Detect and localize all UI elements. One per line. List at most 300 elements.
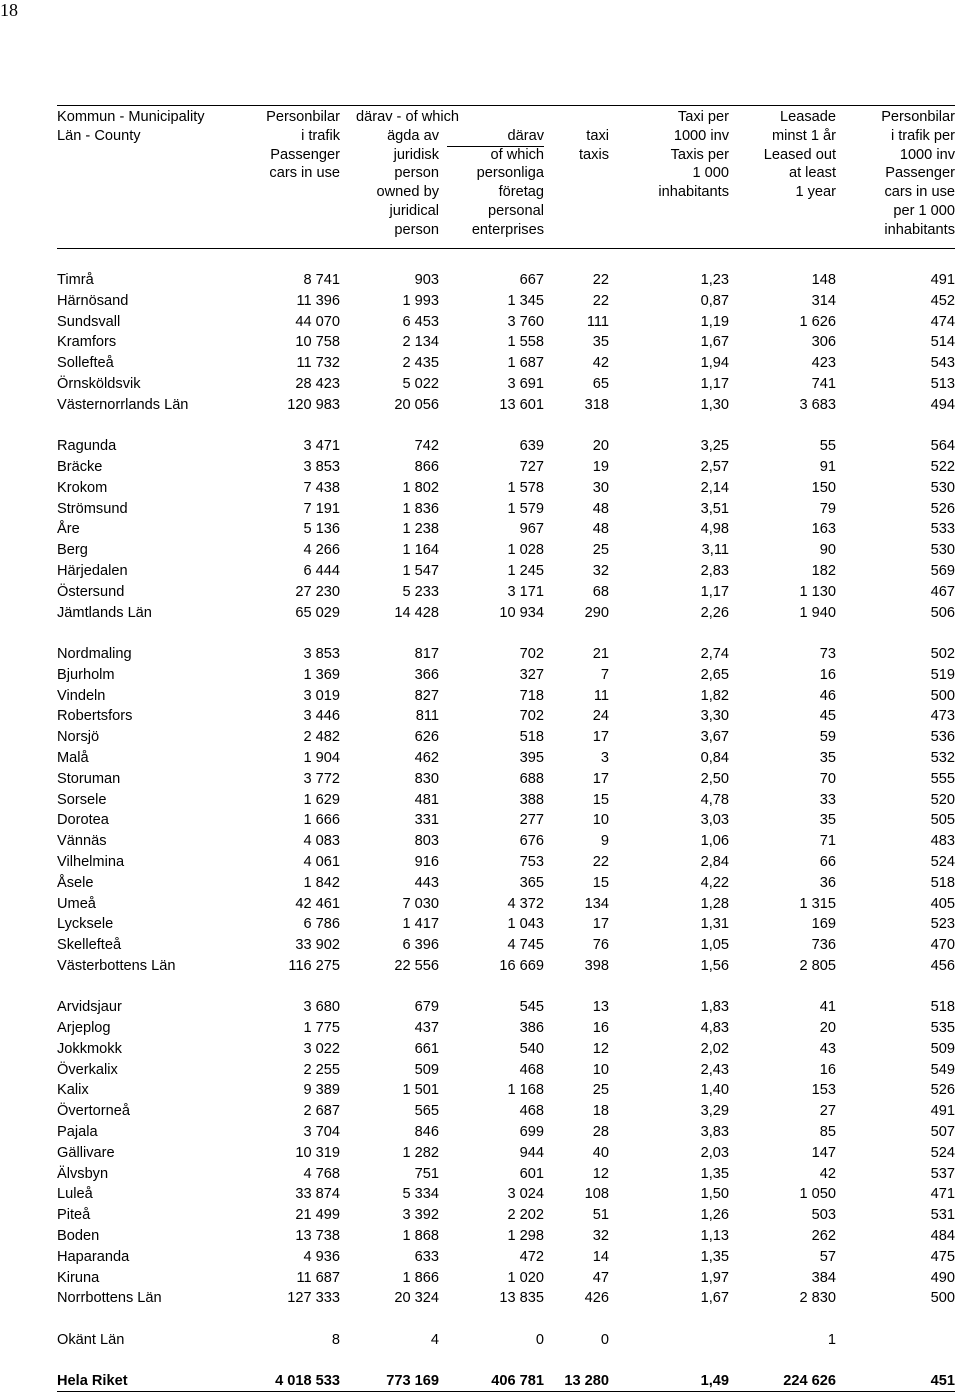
leased-cell: 224 626 [783, 1373, 836, 1390]
juridical-owned-cell: 817 [414, 645, 439, 662]
juridical-owned-cell: 14 428 [394, 604, 439, 621]
personal-enterprises-cell: 702 [519, 708, 544, 725]
taxi-per-1000-cell: 1,83 [700, 999, 729, 1016]
taxi-cell: 0 [600, 1331, 609, 1348]
taxi-cell: 20 [592, 438, 609, 455]
taxi-per-1000-cell: 3,30 [700, 708, 729, 725]
cars-in-use-cell: 4 936 [303, 1248, 340, 1265]
taxi-cell: 17 [592, 729, 609, 746]
cars-in-use-header: cars in use [269, 165, 340, 182]
cars-in-use-cell: 44 070 [295, 313, 340, 330]
juridical-owned-cell: 827 [414, 687, 439, 704]
leased-cell: 35 [819, 749, 836, 766]
table-row [57, 790, 955, 811]
cars-in-use-cell: 33 874 [295, 1186, 340, 1203]
taxi-per-1000-cell: 2,03 [700, 1144, 729, 1161]
taxi-per-1000-cell: 1,67 [700, 1290, 729, 1307]
juridical-owned-cell: 5 022 [402, 375, 439, 392]
cars-in-use-cell: 7 191 [303, 500, 340, 517]
personal-enterprises-cell: 468 [519, 1061, 544, 1078]
juridical-owned-cell: 1 282 [402, 1144, 439, 1161]
taxi-per-1000-cell: 1,19 [700, 313, 729, 330]
juridical-owned-header: juridisk [393, 146, 439, 163]
cars-in-use-cell: 5 136 [303, 521, 340, 538]
cars-per-1000-cell: 530 [930, 479, 955, 496]
taxi-cell: 10 [592, 1061, 609, 1078]
taxi-cell: 65 [592, 375, 609, 392]
taxi-cell: 40 [592, 1144, 609, 1161]
cars-per-1000-cell: 473 [930, 708, 955, 725]
taxi-cell: 134 [584, 895, 609, 912]
taxi-per-1000-cell: 3,51 [700, 500, 729, 517]
personal-enterprises-cell: 699 [519, 1124, 544, 1141]
taxi-per-1000-cell: 2,02 [700, 1040, 729, 1057]
leased-cell: 16 [819, 1061, 836, 1078]
cars-per-1000-cell: 494 [930, 396, 955, 413]
personal-enterprises-cell: 4 372 [507, 895, 544, 912]
juridical-owned-cell: 1 802 [402, 479, 439, 496]
header-row [57, 146, 955, 165]
cars-in-use-cell: 11 687 [296, 1269, 340, 1286]
cars-per-1000-header: 1000 inv [899, 146, 956, 163]
cars-in-use-cell: 1 666 [303, 812, 340, 829]
cars-per-1000-cell: 502 [930, 645, 955, 662]
municipality-cell: Storuman [57, 770, 121, 787]
table-row [57, 582, 955, 603]
municipality-cell: Överkalix [57, 1061, 118, 1078]
leased-cell: 3 683 [799, 396, 836, 413]
table-row [57, 1205, 955, 1226]
cars-in-use-header [237, 221, 340, 240]
personal-enterprises-cell: 540 [519, 1040, 544, 1057]
taxi-cell: 3 [600, 749, 609, 766]
table-row [57, 665, 955, 686]
taxi-per-1000-header [609, 221, 729, 240]
leased-header: minst 1 år [771, 127, 837, 144]
table-row [57, 374, 955, 395]
juridical-owned-cell: 916 [414, 853, 439, 870]
table-row [57, 312, 955, 333]
juridical-owned-cell: 633 [414, 1248, 439, 1265]
cars-per-1000-cell: 564 [930, 438, 955, 455]
cars-per-1000-cell: 456 [930, 957, 955, 974]
group-spacer [57, 416, 955, 437]
leased-cell: 741 [811, 375, 836, 392]
leased-cell: 2 805 [799, 957, 836, 974]
table-row [57, 956, 955, 977]
municipality-cell: Kiruna [57, 1269, 100, 1286]
taxi-per-1000-cell: 1,28 [700, 895, 729, 912]
cars-per-1000-header: per 1 000 [893, 202, 956, 219]
municipality-cell: Sorsele [57, 791, 107, 808]
table-row [57, 706, 955, 727]
municipality-cell: Arjeplog [57, 1020, 111, 1037]
of-which-group-header: därav - of which [356, 109, 460, 125]
juridical-owned-cell: 1 868 [402, 1228, 439, 1245]
table-row [57, 1143, 955, 1164]
personal-enterprises-cell: 1 028 [507, 542, 544, 559]
juridical-owned-cell: 2 435 [402, 355, 439, 372]
juridical-owned-cell: 5 334 [402, 1186, 439, 1203]
cars-per-1000-cell: 451 [930, 1373, 955, 1390]
juridical-owned-header: person [394, 221, 439, 238]
municipality-header [57, 221, 237, 240]
personal-enterprises-cell: 1 168 [507, 1082, 544, 1099]
table-row [57, 1226, 955, 1247]
cars-in-use-cell: 42 461 [295, 895, 340, 912]
cars-per-1000-cell: 452 [930, 292, 955, 309]
personal-enterprises-cell: 639 [519, 438, 544, 455]
municipality-cell: Gällivare [57, 1144, 115, 1161]
leased-cell: 1 626 [799, 313, 836, 330]
municipality-cell: Norsjö [57, 729, 100, 746]
taxi-cell: 111 [586, 313, 609, 330]
taxi-cell: 290 [584, 604, 609, 621]
table-row [57, 935, 955, 956]
leased-cell: 27 [819, 1103, 836, 1120]
leased-header: at least [788, 165, 837, 182]
table-row [57, 561, 955, 582]
leased-cell: 736 [811, 937, 836, 954]
municipality-cell: Nordmaling [57, 645, 132, 662]
table-row [57, 686, 955, 707]
taxi-cell: 14 [592, 1248, 609, 1265]
juridical-owned-cell: 1 866 [402, 1269, 439, 1286]
juridical-owned-cell: 7 030 [402, 895, 439, 912]
table-row [57, 519, 955, 540]
municipality-cell: Härnösand [57, 292, 129, 309]
table-row [57, 603, 955, 624]
taxi-header: taxis [579, 146, 610, 163]
municipality-cell: Strömsund [57, 500, 128, 517]
cars-per-1000-cell: 513 [930, 375, 955, 392]
municipality-cell: Robertsfors [57, 708, 133, 725]
cars-per-1000-cell: 491 [930, 272, 955, 288]
taxi-cell: 17 [592, 916, 609, 933]
cars-per-1000-cell: 543 [930, 355, 955, 372]
juridical-owned-cell: 1 547 [402, 562, 439, 579]
juridical-owned-cell: 6 396 [402, 937, 439, 954]
cars-in-use-cell: 4 061 [303, 853, 340, 870]
leased-cell: 90 [819, 542, 836, 559]
leased-cell: 59 [819, 729, 836, 746]
cars-per-1000-cell: 520 [930, 791, 955, 808]
taxi-per-1000-cell: 2,83 [700, 562, 729, 579]
cars-per-1000-cell: 549 [930, 1061, 955, 1078]
municipality-cell: Hela Riket [57, 1373, 128, 1390]
personal-enterprises-cell: 1 020 [507, 1269, 544, 1286]
taxi-per-1000-cell: 3,83 [700, 1124, 729, 1141]
cars-per-1000-cell: 405 [930, 895, 955, 912]
cars-in-use-cell: 9 389 [303, 1082, 340, 1099]
leased-cell: 85 [819, 1124, 836, 1141]
leased-cell: 73 [819, 645, 836, 662]
municipality-cell: Malå [57, 749, 89, 766]
total-row [57, 1371, 955, 1392]
leased-cell: 306 [811, 334, 836, 351]
juridical-owned-cell: 4 [430, 1331, 439, 1348]
table-row [57, 1164, 955, 1185]
taxi-per-1000-cell: 2,26 [700, 604, 729, 621]
juridical-owned-cell: 2 134 [402, 334, 439, 351]
cars-in-use-cell: 10 319 [295, 1144, 340, 1161]
municipality-cell: Åsele [57, 874, 94, 891]
juridical-owned-cell: 1 417 [402, 916, 439, 933]
taxi-cell: 108 [584, 1186, 609, 1203]
cars-in-use-cell: 1 775 [303, 1020, 340, 1037]
municipality-cell: Berg [57, 542, 88, 559]
taxi-cell: 426 [584, 1290, 609, 1307]
juridical-owned-cell: 3 392 [402, 1207, 439, 1224]
juridical-owned-header: juridical [389, 202, 439, 219]
personal-enterprises-cell: 688 [519, 770, 544, 787]
personal-enterprises-cell: 13 601 [499, 396, 544, 413]
leased-cell: 91 [819, 458, 836, 475]
personal-enterprises-cell: 1 579 [507, 500, 544, 517]
table-row [57, 1039, 955, 1060]
juridical-owned-cell: 811 [415, 708, 439, 725]
taxi-cell: 11 [593, 687, 609, 704]
table-row [57, 540, 955, 561]
taxi-cell: 25 [592, 542, 609, 559]
taxi-cell: 47 [592, 1269, 609, 1286]
cars-in-use-cell: 6 786 [303, 916, 340, 933]
table-row [57, 291, 955, 312]
leased-header [729, 221, 836, 240]
header-row [57, 202, 955, 221]
cars-in-use-cell: 8 [331, 1331, 340, 1348]
table-row [57, 810, 955, 831]
taxi-per-1000-cell: 1,30 [700, 396, 729, 413]
taxi-cell: 51 [592, 1207, 609, 1224]
taxi-cell: 16 [592, 1020, 609, 1037]
cars-in-use-cell: 3 772 [303, 770, 340, 787]
leased-cell: 262 [811, 1228, 836, 1245]
cars-in-use-header: i trafik [301, 127, 340, 144]
taxi-header [544, 108, 609, 127]
municipality-cell: Timrå [57, 272, 94, 288]
taxi-per-1000-cell: 1,50 [700, 1186, 729, 1203]
cars-in-use-cell: 11 732 [296, 355, 340, 372]
cars-per-1000-cell: 491 [930, 1103, 955, 1120]
table-row [57, 1330, 955, 1351]
cars-per-1000-header: inhabitants [884, 221, 956, 238]
municipality-header [57, 164, 237, 183]
taxi-per-1000-cell: 1,82 [700, 687, 729, 704]
juridical-owned-header: owned by [376, 184, 439, 201]
group-spacer [57, 1351, 955, 1372]
taxi-per-1000-cell: 1,67 [700, 334, 729, 351]
taxi-header [544, 183, 609, 202]
table-row [57, 1122, 955, 1143]
leased-cell: 16 [819, 666, 836, 683]
leased-cell: 153 [811, 1082, 836, 1099]
leased-cell: 55 [819, 438, 836, 455]
cars-per-1000-cell: 509 [930, 1040, 955, 1057]
spacer-cell [57, 623, 955, 644]
leased-cell: 70 [819, 770, 836, 787]
juridical-owned-cell: 5 233 [402, 583, 439, 600]
taxi-per-1000-cell: 2,65 [700, 666, 729, 683]
taxi-per-1000-cell: 1,26 [700, 1207, 729, 1224]
taxi-cell: 13 280 [564, 1373, 609, 1390]
juridical-owned-cell: 1 238 [402, 521, 439, 538]
taxi-per-1000-cell: 2,57 [700, 458, 729, 475]
personal-enterprises-header: enterprises [471, 221, 545, 238]
cars-per-1000-cell: 526 [930, 1082, 955, 1099]
cars-per-1000-cell: 505 [930, 812, 955, 829]
group-spacer [57, 977, 955, 998]
taxi-per-1000-cell: 4,22 [700, 874, 729, 891]
cars-per-1000-header: cars in use [884, 184, 956, 201]
municipality-cell: Kalix [57, 1082, 89, 1099]
personal-enterprises-header: of which [490, 146, 545, 163]
personal-enterprises-cell: 277 [519, 812, 544, 829]
taxi-cell: 30 [592, 479, 609, 496]
table-row [57, 831, 955, 852]
cars-per-1000-cell: 555 [930, 770, 955, 787]
cars-in-use-cell: 3 853 [303, 645, 340, 662]
header-row [57, 221, 955, 240]
cars-in-use-cell: 1 842 [303, 874, 340, 891]
taxi-per-1000-cell: 1,35 [700, 1248, 729, 1265]
juridical-owned-cell: 1 501 [402, 1082, 439, 1099]
personal-enterprises-cell: 1 558 [507, 334, 544, 351]
taxi-per-1000-cell: 4,98 [700, 521, 729, 538]
leased-cell: 1 315 [799, 895, 836, 912]
taxi-per-1000-cell: 2,14 [700, 479, 729, 496]
taxi-cell: 25 [592, 1082, 609, 1099]
cars-in-use-cell: 1 369 [303, 666, 340, 683]
municipality-cell: Piteå [57, 1207, 91, 1224]
cars-per-1000-cell: 537 [930, 1165, 955, 1182]
cars-per-1000-cell: 500 [930, 1290, 955, 1307]
municipality-cell: Ragunda [57, 438, 117, 455]
taxi-per-1000-cell: 1,06 [700, 833, 729, 850]
table-row [57, 1247, 955, 1268]
leased-cell: 36 [819, 874, 836, 891]
table-row [57, 1060, 955, 1081]
table-row [57, 1101, 955, 1122]
personal-enterprises-cell: 2 202 [507, 1207, 544, 1224]
personal-enterprises-header: därav [507, 127, 545, 144]
cars-in-use-cell: 7 438 [303, 479, 340, 496]
taxi-per-1000-header: Taxi per [677, 109, 730, 125]
cars-per-1000-header: Personbilar [881, 109, 956, 125]
leased-cell: 503 [811, 1207, 836, 1224]
personal-enterprises-cell: 3 171 [507, 583, 544, 600]
cars-in-use-header [237, 183, 340, 202]
cars-in-use-cell: 2 482 [303, 729, 340, 746]
personal-enterprises-cell: 4 745 [507, 937, 544, 954]
taxi-cell: 10 [592, 812, 609, 829]
taxi-cell: 42 [592, 355, 609, 372]
leased-cell: 43 [819, 1040, 836, 1057]
table-row [57, 478, 955, 499]
cars-in-use-cell: 6 444 [303, 562, 340, 579]
cars-in-use-cell: 3 704 [303, 1124, 340, 1141]
juridical-owned-cell: 830 [414, 770, 439, 787]
leased-cell: 1 050 [799, 1186, 836, 1203]
header-row [57, 183, 955, 202]
personal-enterprises-cell: 1 043 [507, 916, 544, 933]
header-row [57, 164, 955, 183]
municipality-header: Kommun - Municipality [57, 109, 205, 125]
personal-enterprises-cell: 944 [519, 1144, 544, 1161]
taxi-per-1000-cell: 1,97 [700, 1269, 729, 1286]
municipality-cell: Östersund [57, 583, 125, 600]
municipality-cell: Okänt Län [57, 1331, 125, 1348]
table-row [57, 436, 955, 457]
taxi-cell: 15 [592, 874, 609, 891]
leased-cell: 33 [819, 791, 836, 808]
leased-cell: 2 830 [799, 1290, 836, 1307]
juridical-owned-header: person [394, 165, 439, 182]
taxi-cell: 48 [592, 500, 609, 517]
taxi-cell: 18 [592, 1103, 609, 1120]
municipality-cell: Jokkmokk [57, 1040, 122, 1057]
personal-enterprises-cell: 1 345 [507, 292, 544, 309]
cars-in-use-cell: 3 022 [303, 1040, 340, 1057]
taxi-cell: 13 [592, 999, 609, 1016]
table-row [57, 727, 955, 748]
personal-enterprises-header: företag [498, 184, 545, 201]
taxi-per-1000-cell: 4,83 [700, 1020, 729, 1037]
table-row [57, 769, 955, 790]
taxi-cell: 19 [592, 458, 609, 475]
cars-in-use-cell: 116 275 [288, 957, 340, 974]
personal-enterprises-cell: 676 [519, 833, 544, 850]
municipality-cell: Härjedalen [57, 562, 128, 579]
municipality-cell: Krokom [57, 479, 108, 496]
table-row [57, 748, 955, 769]
taxi-cell: 318 [584, 396, 609, 413]
municipality-cell: Västernorrlands Län [57, 396, 189, 413]
leased-cell: 71 [819, 833, 836, 850]
taxi-per-1000-cell: 3,67 [700, 729, 729, 746]
cars-in-use-cell: 33 902 [295, 937, 340, 954]
taxi-per-1000-cell: 1,31 [700, 916, 729, 933]
municipality-cell: Bjurholm [57, 666, 115, 683]
taxi-cell: 28 [592, 1124, 609, 1141]
cars-in-use-cell: 3 680 [303, 999, 340, 1016]
personal-enterprises-cell: 472 [519, 1248, 544, 1265]
municipality-cell: Jämtlands Län [57, 604, 152, 621]
municipality-cell: Övertorneå [57, 1103, 131, 1120]
cars-per-1000-cell: 467 [930, 583, 955, 600]
cars-per-1000-cell: 518 [930, 874, 955, 891]
cars-per-1000-cell: 526 [930, 500, 955, 517]
cars-in-use-cell: 3 471 [303, 438, 340, 455]
cars-per-1000-cell: 569 [930, 562, 955, 579]
taxi-per-1000-cell: 3,03 [700, 812, 729, 829]
leased-cell: 35 [819, 812, 836, 829]
cars-per-1000-cell: 530 [930, 542, 955, 559]
cars-in-use-header: Passenger [270, 146, 340, 163]
taxi-per-1000-cell [609, 1330, 729, 1351]
personal-enterprises-cell: 702 [519, 645, 544, 662]
taxi-per-1000-cell: 1,13 [700, 1228, 729, 1245]
personal-enterprises-cell: 545 [519, 999, 544, 1016]
table-row [57, 997, 955, 1018]
taxi-cell: 398 [584, 957, 609, 974]
cars-in-use-cell: 28 423 [295, 375, 340, 392]
taxi-header [544, 164, 609, 183]
municipality-cell: Lycksele [57, 916, 114, 933]
juridical-owned-cell: 509 [414, 1061, 439, 1078]
cars-per-1000-cell: 531 [930, 1207, 955, 1224]
taxi-per-1000-cell: 1,94 [700, 355, 729, 372]
